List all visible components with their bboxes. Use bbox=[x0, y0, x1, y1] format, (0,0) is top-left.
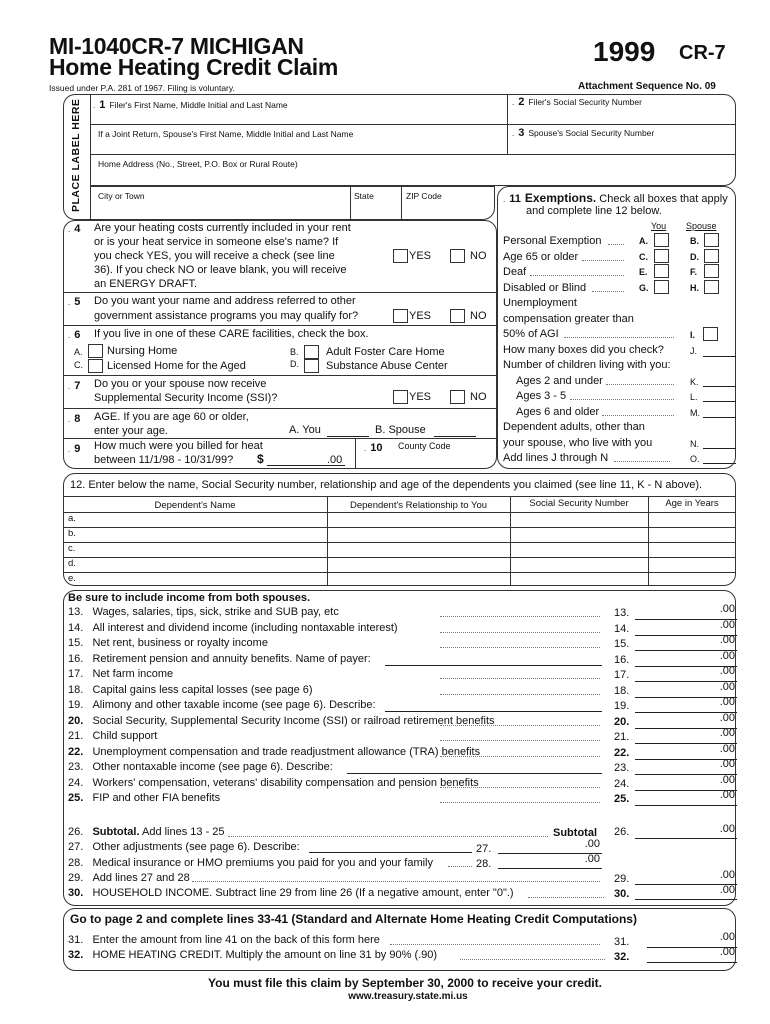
income-line: 23. Other nontaxable income (see page 6). Describe: bbox=[68, 761, 333, 773]
line-28: 28. Medical insurance or HMO premiums you paid for you and your family bbox=[68, 857, 433, 869]
dependent-row[interactable]: a. bbox=[68, 513, 76, 524]
q7-yes-checkbox[interactable] bbox=[393, 390, 408, 404]
income-line: 15. Net rent, business or royalty income bbox=[68, 637, 268, 649]
describe-input[interactable] bbox=[385, 711, 602, 712]
income-line: 17. Net farm income bbox=[68, 668, 174, 680]
filer-ssn-field[interactable]: . 2 Filer's Social Security Number bbox=[512, 96, 642, 108]
disabled-you-checkbox[interactable] bbox=[654, 280, 669, 294]
dependent-row[interactable]: c. bbox=[68, 543, 76, 554]
licensed-home-checkbox[interactable] bbox=[88, 359, 103, 373]
nursing-home-checkbox[interactable] bbox=[88, 344, 103, 358]
total-jn-input[interactable] bbox=[703, 463, 736, 464]
dependent-row[interactable]: d. bbox=[68, 558, 76, 569]
issued-note: Issued under P.A. 281 of 1967. Filing is voluntary. bbox=[49, 83, 235, 93]
q5-text: Do you want your name and address referred to other bbox=[94, 295, 356, 307]
attachment-sequence: Attachment Sequence No. 09 bbox=[578, 81, 716, 92]
col-age: Age in Years bbox=[665, 498, 719, 509]
income-line: 24. Workers' compensation, veterans' disability compensation and pension benefits bbox=[68, 776, 479, 789]
dependent-adults-input[interactable] bbox=[703, 448, 736, 449]
form-code: CR-7 bbox=[679, 42, 726, 64]
website-link[interactable]: www.treasury.state.mi.us bbox=[348, 991, 468, 1002]
income-amount-input[interactable] bbox=[635, 805, 737, 806]
children-ages2-input[interactable] bbox=[703, 386, 736, 387]
income-line: 22. Unemployment compensation and trade readjustment allowance (TRA) benefits bbox=[68, 745, 481, 758]
children-ages6-input[interactable] bbox=[703, 417, 736, 418]
credit-heading: Go to page 2 and complete lines 33-41 (Standard and Alternate Home Heating Credit Computations) bbox=[70, 912, 637, 926]
income-line: 25. FIP and other FIA benefits bbox=[68, 792, 221, 804]
line-26: 26. Subtotal. Add lines 13 - 25 bbox=[68, 826, 225, 838]
line-30: 30. HOUSEHOLD INCOME. Subtract line 29 from line 26 (If a negative amount, enter "0".) bbox=[68, 887, 514, 899]
income-heading: Be sure to include income from both spouses. bbox=[68, 592, 311, 604]
children-ages35-input[interactable] bbox=[703, 401, 736, 402]
line-27-describe-input[interactable] bbox=[309, 852, 472, 853]
spouse-ssn-field[interactable]: . 3 Spouse's Social Security Number bbox=[512, 127, 655, 139]
age-you-input[interactable] bbox=[327, 436, 369, 437]
state-field[interactable]: State bbox=[354, 191, 374, 201]
line-31: 31. Enter the amount from line 41 on the back of this form here bbox=[68, 934, 380, 946]
income-line: 19. Alimony and other taxable income (see page 6). Describe: bbox=[68, 699, 376, 711]
line-27: 27. Other adjustments (see page 6). Describe: bbox=[68, 841, 300, 853]
col-relationship: Dependent's Relationship to You bbox=[349, 500, 488, 511]
income-line: 16. Retirement pension and annuity benefits. Name of payer: bbox=[68, 652, 371, 665]
q8-text: AGE. If you are age 60 or older, bbox=[94, 411, 249, 423]
form-id: MI-1040CR-7 MICHIGAN bbox=[49, 33, 304, 59]
line-29: 29. Add lines 27 and 28 bbox=[68, 872, 190, 884]
tax-year: 1999 bbox=[593, 36, 656, 67]
filer-name-field[interactable]: . 1 Filer's First Name, Middle Initial and Last Name bbox=[93, 99, 288, 111]
income-line: 20. Social Security, Supplemental Security Income (SSI) or railroad retirement benefits bbox=[68, 714, 495, 727]
unemployment-checkbox[interactable] bbox=[703, 327, 718, 341]
q4-text: Are your heating costs currently included in your rent bbox=[94, 222, 351, 234]
q5-no-checkbox[interactable] bbox=[450, 309, 465, 323]
col-ssn: Social Security Number bbox=[529, 498, 629, 509]
adult-foster-care-checkbox[interactable] bbox=[304, 345, 319, 359]
age-spouse-input[interactable] bbox=[434, 436, 476, 437]
age65-you-checkbox[interactable] bbox=[654, 249, 669, 263]
q9-text: How much were you billed for heat bbox=[94, 440, 263, 452]
disabled-spouse-checkbox[interactable] bbox=[704, 280, 719, 294]
substance-abuse-checkbox[interactable] bbox=[304, 359, 319, 373]
spouse-name-field[interactable]: If a Joint Return, Spouse's First Name, Middle Initial and Last Name bbox=[98, 129, 354, 139]
filing-deadline: You must file this claim by September 30, 2000 to receive your credit. bbox=[208, 976, 602, 990]
q4-no-checkbox[interactable] bbox=[450, 249, 465, 263]
q4-yes-checkbox[interactable] bbox=[393, 249, 408, 263]
place-label-text: PLACE LABEL HERE bbox=[70, 98, 82, 212]
line-30-input[interactable] bbox=[635, 899, 737, 900]
line-32-input[interactable] bbox=[647, 962, 737, 963]
dependent-row[interactable]: e. bbox=[68, 573, 76, 584]
county-code-field[interactable]: County Code bbox=[398, 441, 451, 451]
q6-text: If you live in one of these CARE facilities, check the box. bbox=[94, 328, 369, 340]
income-line: 18. Capital gains less capital losses (see page 6) bbox=[68, 683, 313, 696]
q5-yes-checkbox[interactable] bbox=[393, 309, 408, 323]
personal-exemption-spouse-checkbox[interactable] bbox=[704, 233, 719, 247]
col-dependent-name: Dependent's Name bbox=[154, 500, 236, 511]
home-address-field[interactable]: Home Address (No., Street, P.O. Box or Rural Route) bbox=[98, 159, 298, 169]
q7-text: Do you or your spouse now receive bbox=[94, 378, 267, 390]
dependent-row[interactable]: b. bbox=[68, 528, 76, 539]
age65-spouse-checkbox[interactable] bbox=[704, 249, 719, 263]
line-28-input[interactable] bbox=[498, 868, 602, 869]
income-line: 21. Child support bbox=[68, 730, 158, 742]
boxes-checked-input[interactable] bbox=[703, 356, 736, 357]
describe-input[interactable] bbox=[385, 665, 602, 666]
income-line: 13. Wages, salaries, tips, sick, strike and SUB pay, etc bbox=[68, 606, 339, 618]
form-title: Home Heating Credit Claim bbox=[49, 54, 338, 80]
deaf-you-checkbox[interactable] bbox=[654, 264, 669, 278]
describe-input[interactable] bbox=[347, 773, 602, 774]
line-26-input[interactable] bbox=[635, 838, 737, 839]
city-field[interactable]: City or Town bbox=[98, 191, 145, 201]
q7-no-checkbox[interactable] bbox=[450, 390, 465, 404]
dependents-instruction: 12. Enter below the name, Social Security number, relationship and age of the dependents you claimed (see line 11, K - N above). bbox=[70, 479, 703, 491]
deaf-spouse-checkbox[interactable] bbox=[704, 264, 719, 278]
income-line: 14. All interest and dividend income (including nontaxable interest) bbox=[68, 621, 398, 634]
q4-number: . 4 bbox=[68, 223, 81, 235]
zip-field[interactable]: ZIP Code bbox=[406, 191, 442, 201]
personal-exemption-you-checkbox[interactable] bbox=[654, 233, 669, 247]
line-32: 32. HOME HEATING CREDIT. Multiply the amount on line 31 by 90% (.90) bbox=[68, 949, 438, 961]
